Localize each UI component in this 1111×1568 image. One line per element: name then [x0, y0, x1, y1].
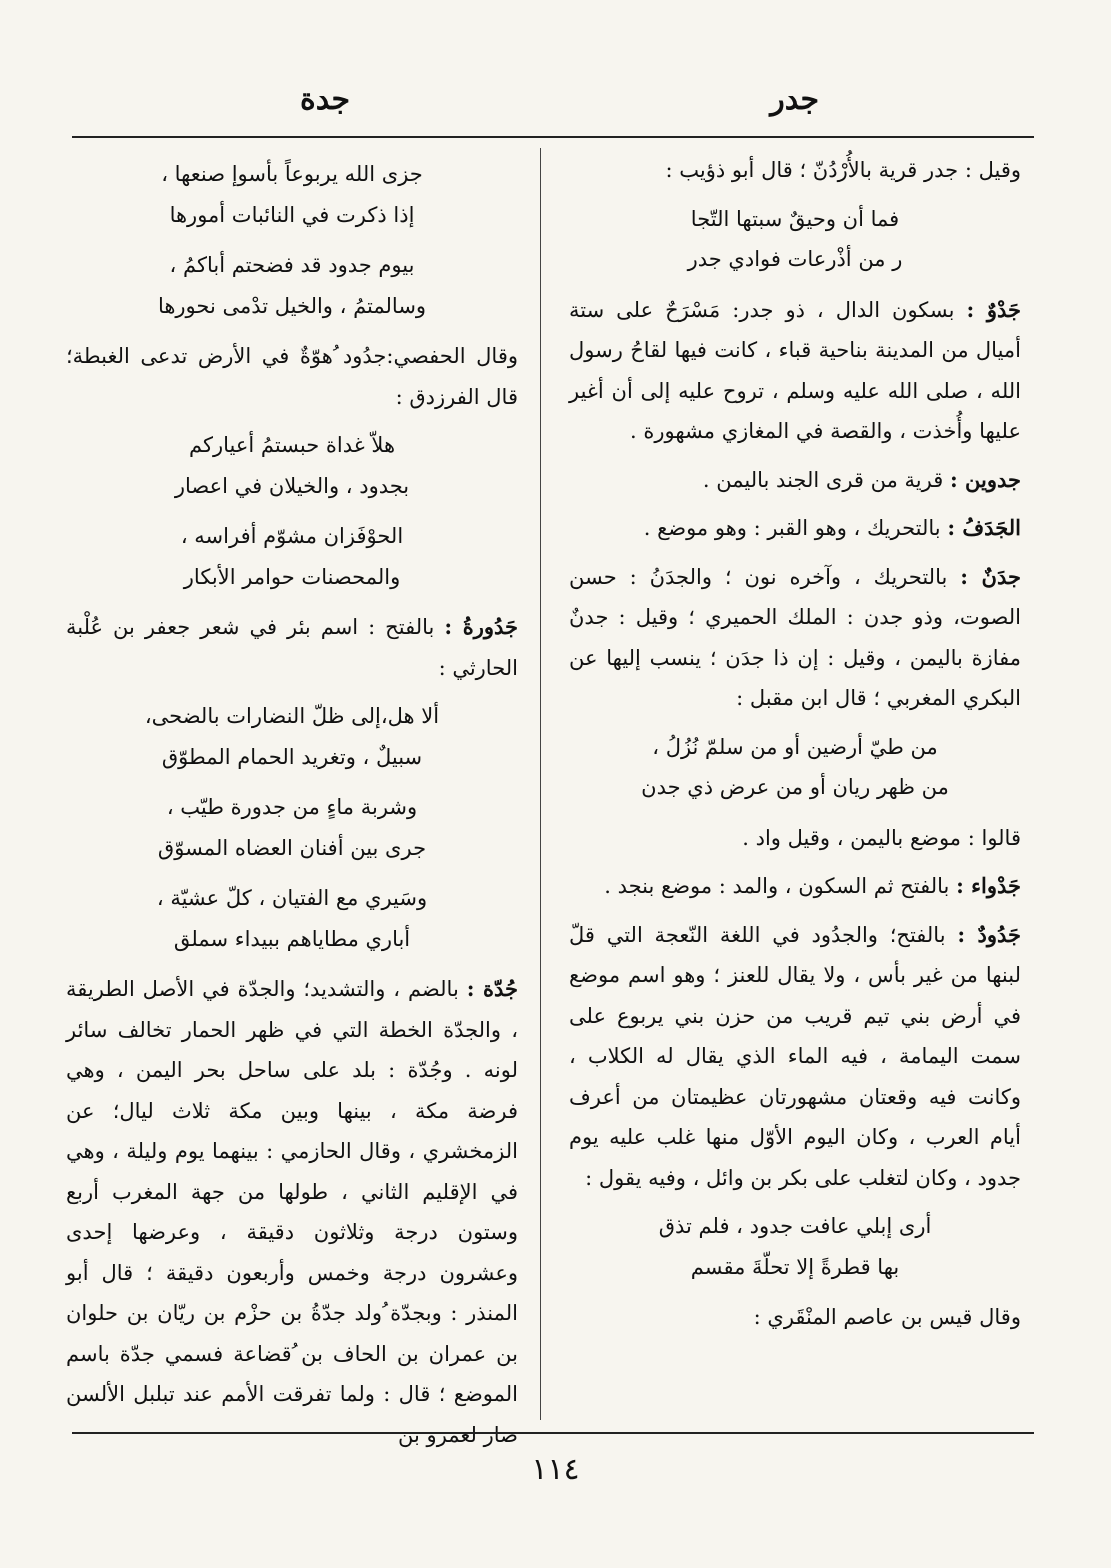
entry-jadw [569, 290, 1021, 452]
verse-block [66, 154, 518, 235]
header-rule [72, 136, 1034, 138]
entry-headword: جُدّة : [466, 976, 518, 1001]
paragraph: وقال قيس بن عاصم المنْقَري : [753, 1305, 1021, 1329]
verse-block [66, 696, 518, 777]
verse-line: وسَيري مع الفتيان ، كلّ عشيّة ، [156, 886, 428, 910]
entry-body: بالفتح؛ والجدُود في اللغة النّعجة التي قلّ لبنها من غير بأس ، ولا يقال للعنز ؛ وهو اسم موضع في أرض بني تيم قريب من حزن بني يربوع على سمت اليمامة ، فيه الماء الذي يقال له الكلاب ، وكانت فيه وقعتان مشهورتان عظيمتان من أعرف أيام العرب ، وكان اليوم الأوّل منها غلب عليه يوم جدود ، وكان لتغلب على بكر بن وائل ، وفيه يقول : [569, 922, 1021, 1190]
verse-line: إذا ذكرت في النائبات أمورها [169, 202, 415, 227]
left-column [66, 150, 518, 1463]
verse-line: من ظهر ريان أو من عرض ذي جدن [641, 775, 949, 799]
entry-jadwa [569, 866, 1021, 907]
verse-line: جزى الله يربوعاً بأسوإ صنعها ، [161, 162, 423, 186]
verse-line: أرى إبلي عافت جدود ، فلم تذق [658, 1214, 932, 1238]
verse-block [66, 878, 518, 959]
entry-body: بالتحريك ، وهو القبر : وهو موضع . [643, 516, 941, 540]
paragraph: وقيل : جدر قرية بالأُرْدُنّ ؛ قال أبو ذؤيب : [665, 158, 1021, 182]
verse-line: هلاّ غداة حبستمُ أعياركم [188, 433, 396, 457]
verse-block [569, 1206, 1021, 1287]
verse-block [66, 516, 518, 597]
verse-line: سبيلٌ ، وتغريد الحمام المطوّق [161, 744, 423, 769]
paragraph: قالوا : موضع باليمن ، وقيل واد . [742, 825, 1021, 850]
entry-jadwin [569, 460, 1021, 501]
entry-jaduwra [66, 607, 518, 688]
verse-line: بيوم جدود قد فضحتم أباكمُ ، [169, 253, 415, 277]
verse-block [569, 727, 1021, 808]
entry-body: بالضم ، والتشديد؛ والجدّة في الأصل الطريقة ، والجدّة الخطة التي في ظهر الحمار تخالف سائر لونه . وجُدّة : بلد على ساحل بحر اليمن ، وهي فرضة مكة ، بينها وبين مكة ثلاث ليال؛ عن الزمخشري ، وقال الحازمي : بينهما يوم وليلة ، وهي في الإقليم الثاني ، طولها من جهة المغرب أربع وستون درجة وثلاثون دقيقة ، وعرضها إحدى وعشرون درجة وخمس وأربعون دقيقة ؛ قال أبو المنذر : وبجدّة ُولد جدّةُ بن حزْم بن ريّان بن حلوان بن عمران بن الحاف بن ُقضاعة فسمي جدّة باسم الموضع ؛ قال : ولما تفرقت الأمم عند تبلبل الألسن صار لعمرو بن [66, 977, 518, 1447]
verse-line: والمحصنات حوامر الأبكار [183, 564, 401, 589]
verse-line: الحوْفَزان مشوّم أفراسه ، [180, 524, 404, 548]
entry-headword: جَدُودٌ : [957, 921, 1021, 947]
entry-headword: جدَنٌ : [960, 563, 1021, 589]
verse-line: ر من أذْرعات فوادي جدر [687, 247, 903, 271]
verse-line: فما أن وحيقٌ سبتها التّجا [690, 206, 900, 231]
verse-block [66, 787, 518, 868]
right-column [569, 150, 1021, 1346]
verse-block [66, 425, 518, 506]
entry-headword: جَدْوٌ : [966, 296, 1021, 322]
footer-rule [72, 1432, 1034, 1434]
entry-body: بالفتح ثم السكون ، والمد : موضع بنجد . [604, 874, 950, 898]
verse-line: وسالمتمُ ، والخيل تدْمى نحورها [157, 293, 427, 318]
entry-body: بسكون الدال ، ذو جدر: مَسْرَحٌ على ستة أميال من المدينة بناحية قباء ، كانت فيها لقاحُ رسول الله ، صلى الله عليه وسلم ، تروح عليه إلى أن أغير عليها وأُخذت ، والقصة في المغازي مشهورة . [569, 297, 1021, 443]
entry-headword: جدوين : [949, 466, 1021, 492]
verse-line: جرى بين أفنان العضاه المسوّق [157, 835, 427, 860]
verse-line: وشربة ماءٍ من جدورة طيّب ، [166, 795, 418, 819]
verse-line: بها قطرةً إلا تحلّةَ مقسم [690, 1254, 900, 1279]
verse-block [66, 245, 518, 326]
entry-headword: جَدْواء : [956, 873, 1021, 898]
paragraph: وقال الحفصي:جدُود ُهوّةٌ في الأرض تدعى الغبطة؛ قال الفرزدق : [66, 344, 518, 409]
entry-jadan [569, 557, 1021, 719]
verse-line: ألا هل،إلى ظلّ النضارات بالضحى، [144, 704, 440, 728]
running-header-right: جدر [770, 82, 819, 117]
column-divider [540, 148, 541, 1420]
running-header-left: جدة [300, 82, 351, 117]
entry-headword: جَدُورةُ : [444, 614, 518, 639]
verse-line: بجدود ، والخيلان في اعصار [174, 473, 410, 498]
entry-headword: الجَدَفُ : [947, 515, 1021, 540]
entry-jadud [569, 915, 1021, 1199]
page-number: ١١٤ [531, 1452, 580, 1487]
verse-line: أباري مطاياهم ببيداء سملق [173, 926, 411, 951]
verse-line: من طيّ أرضين أو من سلمّ نُزُلُ ، [652, 734, 938, 759]
entry-jidda [66, 969, 518, 1455]
entry-body: قرية من قرى الجند باليمن . [702, 467, 944, 492]
entry-body: بالفتح : اسم بئر في شعر جعفر بن عُلْبة الحارثي : [66, 615, 518, 680]
entry-jadaf [569, 508, 1021, 549]
verse-block [569, 199, 1021, 280]
entry-body: بالتحريك ، وآخره نون ؛ والجدَنُ : حسن الصوت، وذو جدن : الملك الحميري ؛ وقيل : جدنٌ مفازة باليمن ، وقيل : إن ذا جدَن ؛ ينسب إليها عن البكري المغربي ؛ قال ابن مقبل : [569, 564, 1021, 710]
